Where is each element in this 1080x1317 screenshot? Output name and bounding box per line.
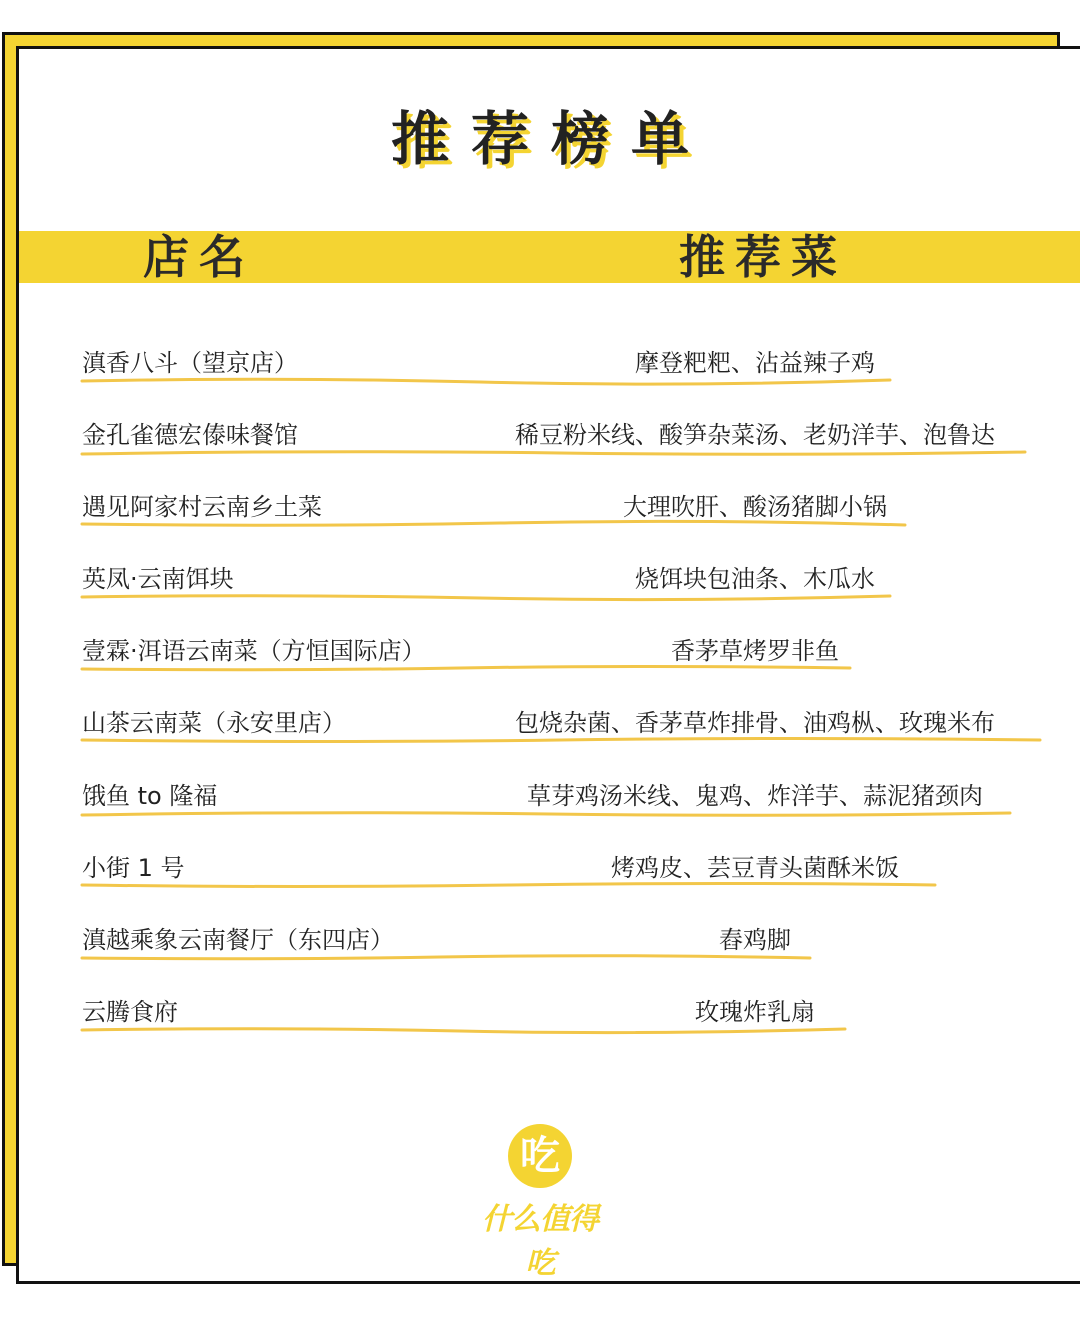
list-item <box>0 853 1080 913</box>
page-title: 推荐榜单 <box>390 105 711 173</box>
logo-text: 什么值得吃 <box>482 1202 598 1281</box>
header-recommended-dishes: 推荐菜 <box>679 230 847 284</box>
list-item <box>0 420 1080 480</box>
dish-list: 玫瑰炸乳扇 <box>695 998 815 1026</box>
dish-list: 烧饵块包油条、木瓜水 <box>635 565 875 593</box>
header-shop-name: 店名 <box>143 230 255 284</box>
shop-name: 壹霖·洱语云南菜（方恒国际店） <box>82 637 426 665</box>
dish-list: 稀豆粉米线、酸笋杂菜汤、老奶洋芋、泡鲁达 <box>515 421 995 449</box>
shop-name: 云腾食府 <box>82 998 178 1026</box>
list-item <box>0 492 1080 552</box>
brand-logo <box>470 1120 610 1281</box>
dish-list: 大理吹肝、酸汤猪脚小锅 <box>623 493 887 521</box>
shop-name: 遇见阿家村云南乡土菜 <box>82 493 322 521</box>
dish-list: 香茅草烤罗非鱼 <box>671 637 839 665</box>
shop-name: 英凤·云南饵块 <box>82 565 234 593</box>
list-item <box>0 708 1080 768</box>
shop-name: 金孔雀德宏傣味餐馆 <box>82 421 298 449</box>
dish-list: 烤鸡皮、芸豆青头菌酥米饭 <box>611 854 899 882</box>
shop-name: 饿鱼 to 隆福 <box>82 782 218 810</box>
dish-list: 舂鸡脚 <box>719 926 791 954</box>
list-item <box>0 636 1080 696</box>
dish-list: 草芽鸡汤米线、鬼鸡、炸洋芋、蒜泥猪颈肉 <box>527 782 983 810</box>
list-item <box>0 925 1080 985</box>
shop-name: 滇香八斗（望京店） <box>82 349 298 377</box>
list-item <box>0 781 1080 841</box>
list-item <box>0 564 1080 624</box>
logo-glyph: 吃 <box>520 1133 560 1179</box>
dish-list: 摩登粑粑、沾益辣子鸡 <box>635 349 875 377</box>
list-item <box>0 997 1080 1057</box>
shop-name: 山茶云南菜（永安里店） <box>82 709 346 737</box>
shop-name: 滇越乘象云南餐厅（东四店） <box>82 926 394 954</box>
shop-name: 小街 1 号 <box>82 854 185 882</box>
dish-list: 包烧杂菌、香茅草炸排骨、油鸡枞、玫瑰米布 <box>515 709 995 737</box>
list-item <box>0 348 1080 408</box>
